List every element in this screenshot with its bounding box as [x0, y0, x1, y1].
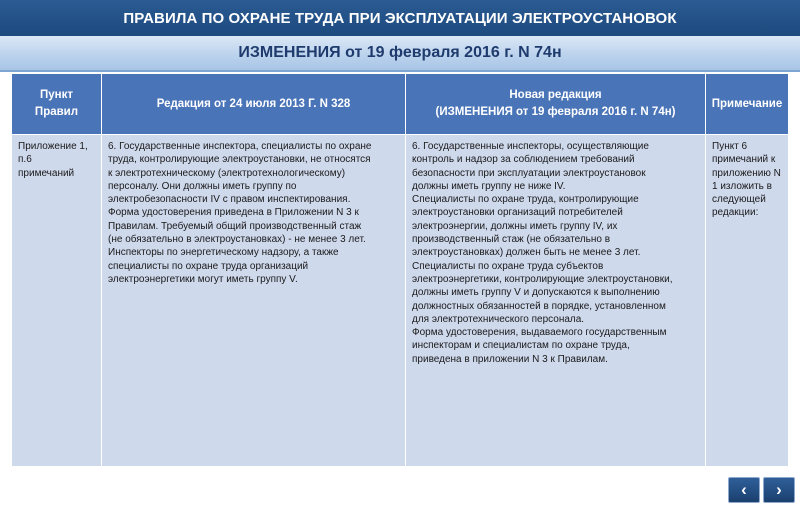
text-line: электроустановках) должен быть не менее 3 лет. — [412, 247, 641, 259]
text-line: специалисты по охране труда организаций — [108, 260, 309, 272]
header-note-label: Примечание — [711, 97, 783, 110]
text-line: 6. Государственные инспектора, специалисты по охране — [108, 141, 372, 152]
text-line: должны иметь группу V и допускаются к выполнению — [412, 287, 660, 299]
chevron-left-icon: ‹ — [741, 480, 747, 499]
text-line: электроустановки организаций потребителей — [412, 207, 623, 219]
header-new-edition-line: Новая редакция — [509, 89, 602, 101]
header-note — [706, 74, 789, 135]
text-line: труда, контролирующие электроустановки, не относятся — [108, 154, 371, 166]
text-line: Форма удостоверения приведена в Приложении N 3 к — [108, 207, 359, 219]
slide-title-bar — [0, 0, 800, 36]
chevron-right-icon: › — [776, 480, 782, 499]
text-line: Специалисты по охране труда, контролирующие — [412, 194, 639, 206]
header-point — [12, 74, 102, 135]
text-line: для электротехнического персонала. — [412, 313, 585, 325]
text-line: приведена в приложении N 3 к Правилам. — [412, 353, 608, 365]
text-line: 1 изложить в — [712, 180, 772, 192]
text-line: персоналу. Они должны иметь группу по — [108, 180, 297, 192]
text-line: контроль и надзор за соблюдением требований — [412, 154, 635, 166]
text-line: примечаний — [18, 167, 75, 179]
text-line: примечаний к — [712, 154, 776, 166]
header-new-edition-line: (ИЗМЕНЕНИЯ от 19 февраля 2016 г. N 74н) — [435, 106, 676, 118]
text-line: электроэнергии, должны иметь группу IV, их — [412, 220, 618, 232]
text-line: (не обязательно в электроустановках) - не менее 3 лет. — [108, 234, 366, 246]
text-line: приложению N — [712, 167, 781, 179]
cell-note — [706, 135, 789, 467]
text-line: Инспекторы по энергетическому надзору, а также — [108, 247, 339, 259]
header-point-line: Пункт — [40, 89, 73, 101]
slide-subtitle-bar — [0, 36, 800, 72]
text-line: п.6 — [18, 154, 32, 166]
header-old-edition-label: Редакция от 24 июля 2013 Г. N 328 — [156, 97, 351, 110]
header-point-line: Правил — [34, 106, 79, 118]
text-line: к электротехническому (электротехнологическому) — [108, 167, 346, 179]
text-line: Пункт 6 — [712, 141, 748, 152]
text-line: должностных обязанностей в порядке, установленном — [412, 300, 666, 312]
table-header-row — [12, 74, 789, 135]
prev-slide-button[interactable] — [728, 477, 760, 503]
text-line: Правилам. Требуемый общий производственный стаж — [108, 220, 362, 232]
text-line: электробезопасности IV с правом инспектирования. — [108, 194, 351, 206]
cell-new-text — [406, 135, 706, 467]
text-line: должны иметь группу не ниже IV. — [412, 180, 566, 192]
text-line: безопасности при эксплуатации электроустановок — [412, 167, 646, 179]
text-line: производственный стаж (не обязательно в — [412, 234, 611, 246]
table-row — [12, 135, 789, 467]
text-line: Приложение 1, — [18, 141, 88, 152]
changes-table — [11, 73, 789, 467]
text-line: электроэнергетики, контролирующие электроустановки, — [412, 273, 673, 285]
header-new-edition — [406, 74, 706, 135]
text-line: инспекторам и специалистам по охране труда, — [412, 340, 630, 352]
text-line: следующей — [712, 194, 766, 206]
text-line: редакции: — [712, 207, 759, 219]
slide-title: ПРАВИЛА ПО ОХРАНЕ ТРУДА ПРИ ЭКСПЛУАТАЦИИ ЭЛЕКТРОУСТАНОВОК — [123, 9, 677, 27]
cell-old-text — [102, 135, 406, 467]
text-line: Специалисты по охране труда субъектов — [412, 260, 604, 272]
text-line: Форма удостоверения, выдаваемого государственным — [412, 327, 667, 339]
cell-point — [12, 135, 102, 467]
slide-subtitle: ИЗМЕНЕНИЯ от 19 февраля 2016 г. N 74н — [238, 44, 562, 61]
text-line: электроэнергетики могут иметь группу V. — [108, 273, 298, 285]
next-slide-button[interactable] — [763, 477, 795, 503]
text-line: 6. Государственные инспекторы, осуществляющие — [412, 141, 649, 152]
header-old-edition — [102, 74, 406, 135]
